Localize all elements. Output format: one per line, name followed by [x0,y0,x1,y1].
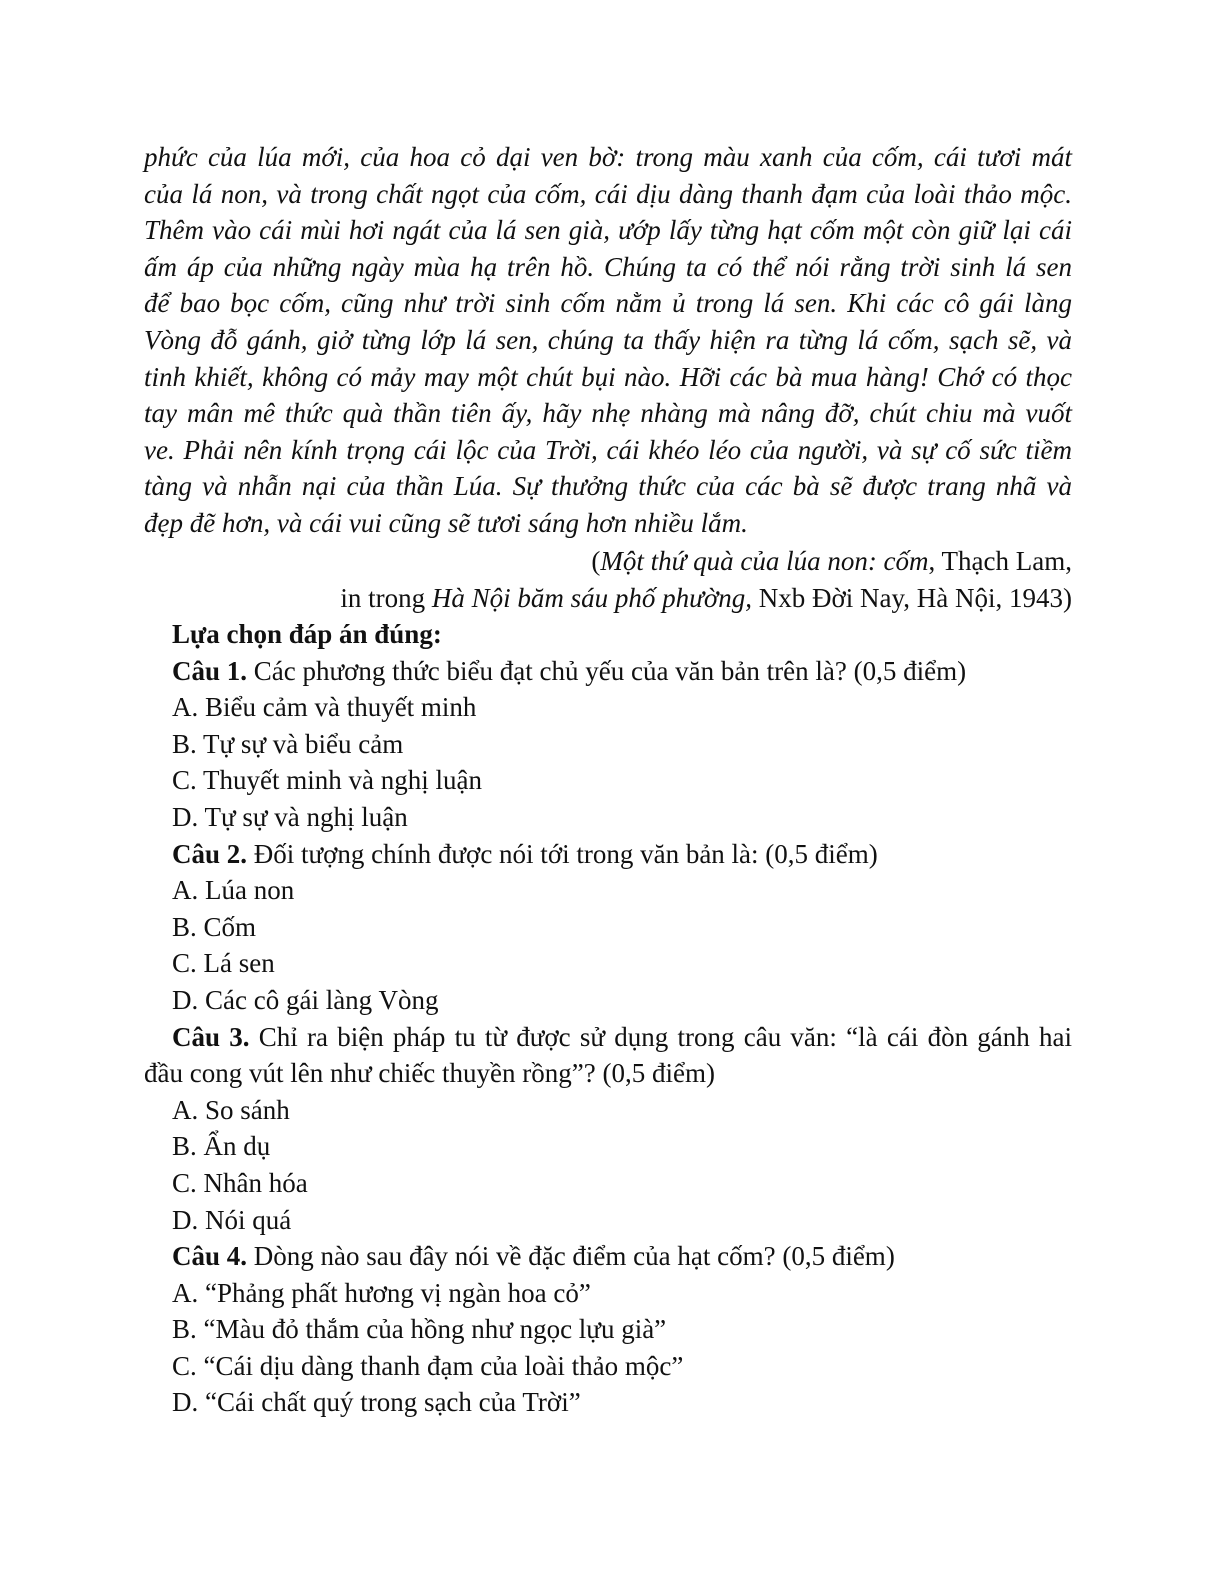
citation-line-2 [340,580,1072,617]
answer-option: B. Cốm [172,911,257,942]
quiz-section [144,616,1072,1421]
publisher: Nxb Đời Nay, Hà Nội, 1943) [752,582,1072,613]
answer-option: B. Ẩn dụ [172,1131,271,1162]
answer-option: B. Tự sự và biểu cảm [172,728,404,759]
answer-option: C. Nhân hóa [172,1167,308,1198]
passage-line: tàng và nhẫn nại của thần Lúa. Sự thưởng thức của các bà sẽ được trang nhã và [144,471,1072,502]
answer-option: D. “Cái chất quý trong sạch của Trời” [172,1387,581,1418]
passage-line: của lá non, và trong chất ngọt của cốm, cái dịu dàng thanh đạm của loài thảo mộc. [144,178,1072,209]
question-text: Chỉ ra biện pháp tu từ được sử dụng trong câu văn: “là cái đòn gánh hai [249,1021,1073,1052]
answer-option: D. Nói quá [172,1204,292,1235]
answer-option: C. Thuyết minh và nghị luận [172,765,482,796]
passage-line: đẹp đẽ hơn, và cái vui cũng sẽ tươi sáng hơn nhiều lắm. [144,507,748,538]
question-3 [144,1019,1072,1092]
answer-option: A. So sánh [172,1094,290,1125]
book-title: Hà Nội băm sáu phố phường, [431,582,753,613]
passage-line: ve. Phải nên kính trọng cái lộc của Trời, cái khéo léo của người, và sự cố sức tiềm [144,434,1072,465]
question-text: Dòng nào sau đây nói về đặc điểm của hạt cốm? (0,5 điểm) [247,1241,895,1272]
author: , Thạch Lam, [928,546,1072,576]
answer-option: A. “Phảng phất hương vị ngàn hoa cỏ” [172,1277,591,1308]
citation-line-1 [340,543,1072,580]
passage-excerpt [144,139,1072,542]
question-3-line-1 [144,1019,1072,1056]
question-text: Đối tượng chính được nói tới trong văn bản là: (0,5 điểm) [247,838,878,869]
question-label: Câu 3. [172,1021,250,1052]
source-citation [340,543,1072,616]
question-label: Câu 4. [172,1241,248,1272]
question-label: Câu 1. [172,655,248,686]
passage-line: tinh khiết, không có mảy may một chút bụi nào. Hỡi các bà mua hàng! Chớ có thọc [144,361,1072,392]
question-label: Câu 2. [172,838,248,869]
passage-line: tay mân mê thức quà thần tiên ấy, hãy nhẹ nhàng mà nâng đỡ, chút chiu mà vuốt [144,398,1072,429]
answer-option: D. Tự sự và nghị luận [172,801,408,832]
question-1 [144,653,1072,690]
answer-option: A. Biểu cảm và thuyết minh [172,692,477,723]
passage-line: ấm áp của những ngày mùa hạ trên hồ. Chúng ta có thể nói rằng trời sinh lá sen [144,251,1072,282]
passage-line: để bao bọc cốm, cũng như trời sinh cốm nằm ủ trong lá sen. Khi các cô gái làng [144,288,1072,319]
in-prefix: in trong [340,582,432,613]
answer-option: C. “Cái dịu dàng thanh đạm của loài thảo mộc” [172,1350,684,1381]
answer-option: A. Lúa non [172,875,295,906]
passage-line: phức của lúa mới, của hoa cỏ dại ven bờ: trong màu xanh của cốm, cái tươi mát [144,142,1072,172]
work-title: Một thứ quà của lúa non: cốm [600,546,929,576]
quiz-heading: Lựa chọn đáp án đúng: [172,619,442,649]
question-4 [144,1238,1072,1275]
question-2 [144,836,1072,873]
question-text: Các phương thức biểu đạt chủ yếu của văn bản trên là? (0,5 điểm) [247,655,967,686]
answer-option: B. “Màu đỏ thắm của hồng như ngọc lựu già” [172,1314,667,1345]
answer-option: C. Lá sen [172,948,275,979]
passage-line: Vòng đỗ gánh, giở từng lớp lá sen, chúng ta thấy hiện ra từng lá cốm, sạch sẽ, và [144,324,1072,355]
passage-line: Thêm vào cái mùi hơi ngát của lá sen già, ướp lấy từng hạt cốm một còn giữ lại cái [144,215,1072,246]
open-paren: ( [591,546,601,576]
question-3-line-2: đầu cong vút lên như chiếc thuyền rồng”? (0,5 điểm) [144,1058,715,1089]
answer-option: D. Các cô gái làng Vòng [172,984,439,1015]
